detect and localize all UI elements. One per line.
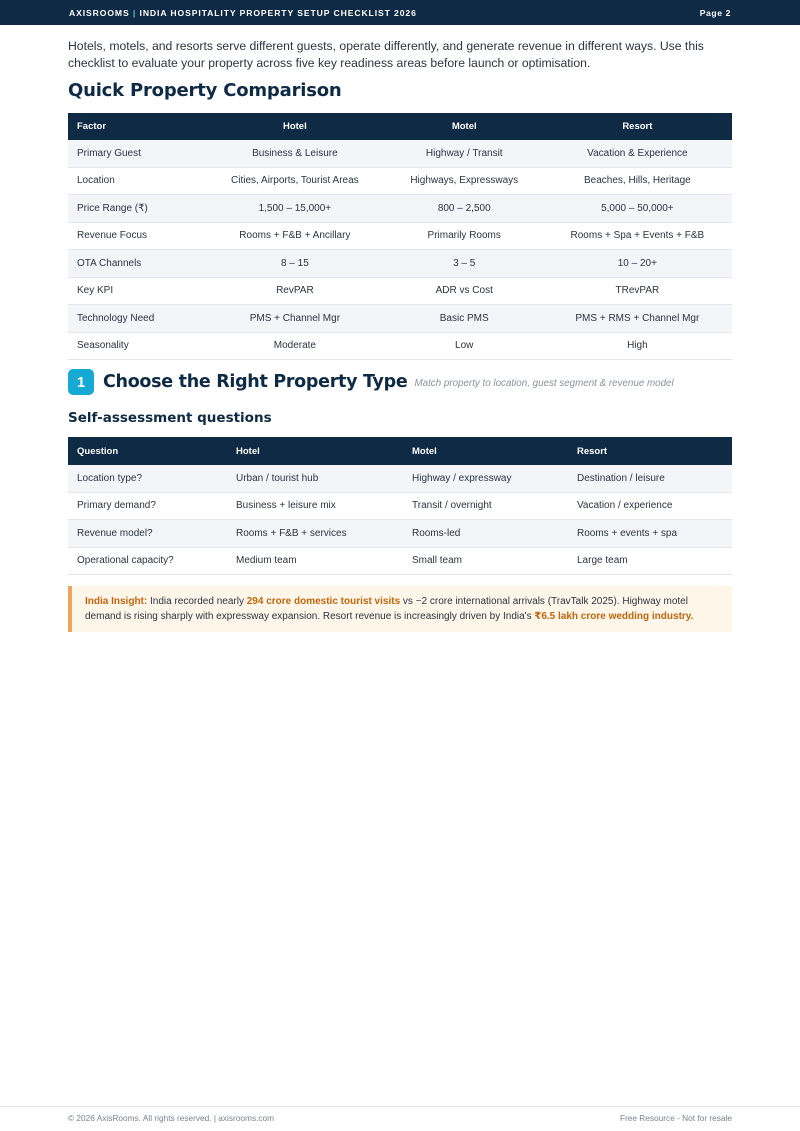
table-cell: 800 – 2,500 (386, 195, 543, 223)
table-row (68, 277, 732, 305)
table-cell: Highways, Expressways (386, 167, 543, 195)
table-cell: Business & Leisure (204, 140, 386, 167)
table-cell: 3 – 5 (386, 250, 543, 278)
comparison-header-row (68, 113, 732, 140)
table-cell: Primary Guest (68, 140, 204, 167)
column-header-hotel: Hotel (227, 437, 403, 465)
table-cell: 1,500 – 15,000+ (204, 195, 386, 223)
table-row (68, 547, 732, 575)
footer-divider (0, 1106, 800, 1107)
table-cell: Destination / leisure (568, 465, 732, 492)
table-cell: High (543, 332, 732, 360)
table-cell: PMS + Channel Mgr (204, 305, 386, 333)
table-cell: Beaches, Hills, Heritage (543, 167, 732, 195)
table-cell: Medium team (227, 547, 403, 575)
table-cell: Rooms + F&B + services (227, 520, 403, 548)
table-row (68, 520, 732, 548)
table-row (68, 465, 732, 492)
table-cell: Transit / overnight (403, 492, 568, 520)
insight-text: India recorded nearly (147, 596, 247, 607)
table-cell: RevPAR (204, 277, 386, 305)
table-cell: Location type? (68, 465, 227, 492)
comparison-heading: Quick Property Comparison (68, 80, 342, 101)
table-row (68, 332, 732, 360)
table-row (68, 195, 732, 223)
table-cell: Rooms + events + spa (568, 520, 732, 548)
table-cell: Revenue model? (68, 520, 227, 548)
table-cell: Seasonality (68, 332, 204, 360)
column-header-hotel: Hotel (204, 113, 386, 140)
footer-notice: Free Resource - Not for resale (619, 1113, 732, 1123)
table-cell: Vacation / experience (568, 492, 732, 520)
header-bar (0, 0, 800, 25)
table-row (68, 305, 732, 333)
assessment-header-row (68, 437, 732, 465)
step-subtitle: Match property to location, guest segment & revenue model (414, 378, 674, 389)
column-header-motel: Motel (403, 437, 568, 465)
table-cell: Vacation & Experience (543, 140, 732, 167)
table-row (68, 140, 732, 167)
table-cell: Rooms + F&B + Ancillary (204, 222, 386, 250)
insight-highlight: ₹6.5 lakh crore wedding industry (534, 611, 691, 622)
table-cell: Rooms + Spa + Events + F&B (543, 222, 732, 250)
table-cell: Small team (403, 547, 568, 575)
table-row (68, 250, 732, 278)
step-1-heading (68, 369, 674, 395)
table-cell: Key KPI (68, 277, 204, 305)
step-title: Choose the Right Property Type (103, 372, 408, 392)
table-cell: 8 – 15 (204, 250, 386, 278)
india-insight-callout (68, 586, 732, 632)
header-separator: | (132, 7, 137, 18)
page-number: Page 2 (699, 7, 731, 18)
table-cell: Large team (568, 547, 732, 575)
table-cell: Technology Need (68, 305, 204, 333)
table-cell: Revenue Focus (68, 222, 204, 250)
header-title-group (69, 8, 417, 18)
insight-text: vs ~2 crore international arrivals (TravTalk 2025). Highway motel demand is rising sharply with expressway expansion. Resort revenue is increasingly driven by India's (85, 596, 688, 622)
brand-name: AXISROOMS (69, 7, 130, 18)
column-header-question: Question (68, 437, 227, 465)
table-cell: Operational capacity? (68, 547, 227, 575)
assessment-table (68, 437, 732, 575)
table-cell: Location (68, 167, 204, 195)
table-cell: OTA Channels (68, 250, 204, 278)
document-title: INDIA HOSPITALITY PROPERTY SETUP CHECKLIST 2026 (139, 7, 417, 18)
insight-highlight: 294 crore domestic tourist visits (246, 596, 401, 607)
table-cell: Basic PMS (386, 305, 543, 333)
table-row (68, 222, 732, 250)
table-cell: Primarily Rooms (386, 222, 543, 250)
table-cell: Moderate (204, 332, 386, 360)
table-cell: PMS + RMS + Channel Mgr (543, 305, 732, 333)
table-cell: 5,000 – 50,000+ (543, 195, 732, 223)
column-header-resort: Resort (543, 113, 732, 140)
table-cell: Rooms-led (403, 520, 568, 548)
insight-text: . (690, 611, 694, 622)
table-cell: Primary demand? (68, 492, 227, 520)
column-header-motel: Motel (386, 113, 543, 140)
table-cell: Urban / tourist hub (227, 465, 403, 492)
assessment-heading: Self-assessment questions (68, 410, 272, 426)
table-cell: Highway / expressway (403, 465, 568, 492)
table-row (68, 167, 732, 195)
column-header-resort: Resort (568, 437, 732, 465)
footer-copyright: © 2026 AxisRooms. All rights reserved. | axisrooms.com (68, 1113, 275, 1123)
footer (68, 1113, 732, 1123)
table-cell: TRevPAR (543, 277, 732, 305)
column-header-factor: Factor (68, 113, 204, 140)
comparison-table (68, 113, 732, 360)
table-cell: Low (386, 332, 543, 360)
table-cell: ADR vs Cost (386, 277, 543, 305)
table-cell: Cities, Airports, Tourist Areas (204, 167, 386, 195)
step-number-badge: 1 (68, 369, 94, 395)
table-cell: Highway / Transit (386, 140, 543, 167)
table-cell: 10 – 20+ (543, 250, 732, 278)
insight-label: India Insight: (85, 596, 148, 607)
table-row (68, 492, 732, 520)
intro-paragraph: Hotels, motels, and resorts serve different guests, operate differently, and generate revenue in different ways. Use this checklist to evaluate your property across five key readiness areas before launch or optimisation. (68, 39, 704, 70)
table-cell: Price Range (₹) (68, 195, 204, 223)
table-cell: Business + leisure mix (227, 492, 403, 520)
